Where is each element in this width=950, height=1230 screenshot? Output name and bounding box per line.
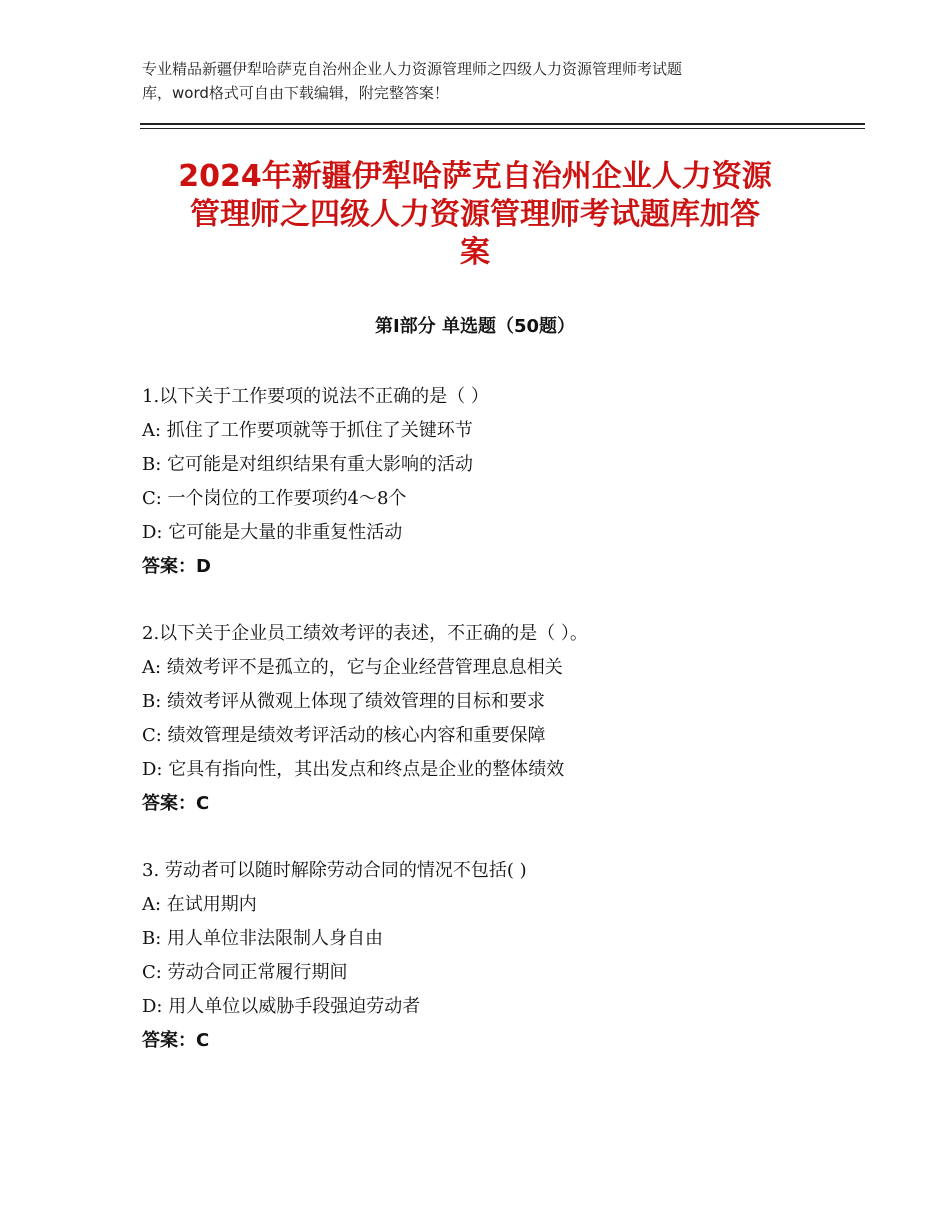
header-note-line-1: 专业精品新疆伊犁哈萨克自治州企业人力资源管理师之四级人力资源管理师考试题 — [142, 60, 683, 78]
document-title-line-2: 管理师之四级人力资源管理师考试题库加答 — [190, 197, 760, 232]
section-title: 第Ⅰ部分 单选题（50题） — [374, 316, 575, 337]
question-stem: 3. 劳动者可以随时解除劳动合同的情况不包括( ) — [142, 860, 527, 881]
question-3 — [142, 854, 862, 1058]
question-1 — [142, 380, 862, 584]
question-stem: 1.以下关于工作要项的说法不正确的是（ ） — [142, 386, 489, 407]
option-d: D: 它具有指向性，其出发点和终点是企业的整体绩效 — [142, 759, 565, 780]
question-stem: 2.以下关于企业员工绩效考评的表述，不正确的是（ ）。 — [142, 623, 588, 644]
option-a: A: 在试用期内 — [142, 894, 257, 915]
question-list — [142, 380, 862, 1091]
answer-label: 答案：D — [142, 556, 211, 577]
option-c: C: 劳动合同正常履行期间 — [142, 962, 348, 983]
option-d: D: 它可能是大量的非重复性活动 — [142, 522, 403, 543]
option-d: D: 用人单位以威胁手段强迫劳动者 — [142, 996, 421, 1017]
answer-label: 答案：C — [142, 1030, 210, 1051]
answer-label: 答案：C — [142, 793, 210, 814]
option-c: C: 绩效管理是绩效考评活动的核心内容和重要保障 — [142, 725, 546, 746]
option-b: B: 绩效考评从微观上体现了绩效管理的目标和要求 — [142, 691, 546, 712]
option-b: B: 它可能是对组织结果有重大影响的活动 — [142, 454, 474, 475]
option-c: C: 一个岗位的工作要项约4～8个 — [142, 488, 407, 509]
document-title — [120, 158, 830, 272]
header-divider-thick — [140, 123, 865, 125]
question-2 — [142, 617, 862, 821]
option-a: A: 绩效考评不是孤立的，它与企业经营管理息息相关 — [142, 657, 563, 678]
header-note-line-2: 库，word格式可自由下载编辑，附完整答案！ — [142, 84, 449, 102]
option-b: B: 用人单位非法限制人身自由 — [142, 928, 384, 949]
header-note — [142, 57, 822, 105]
document-title-line-3: 案 — [460, 235, 490, 270]
document-title-line-1: 2024年新疆伊犁哈萨克自治州企业人力资源 — [178, 159, 772, 194]
header-divider-thin — [140, 128, 865, 129]
option-a: A: 抓住了工作要项就等于抓住了关键环节 — [142, 420, 473, 441]
